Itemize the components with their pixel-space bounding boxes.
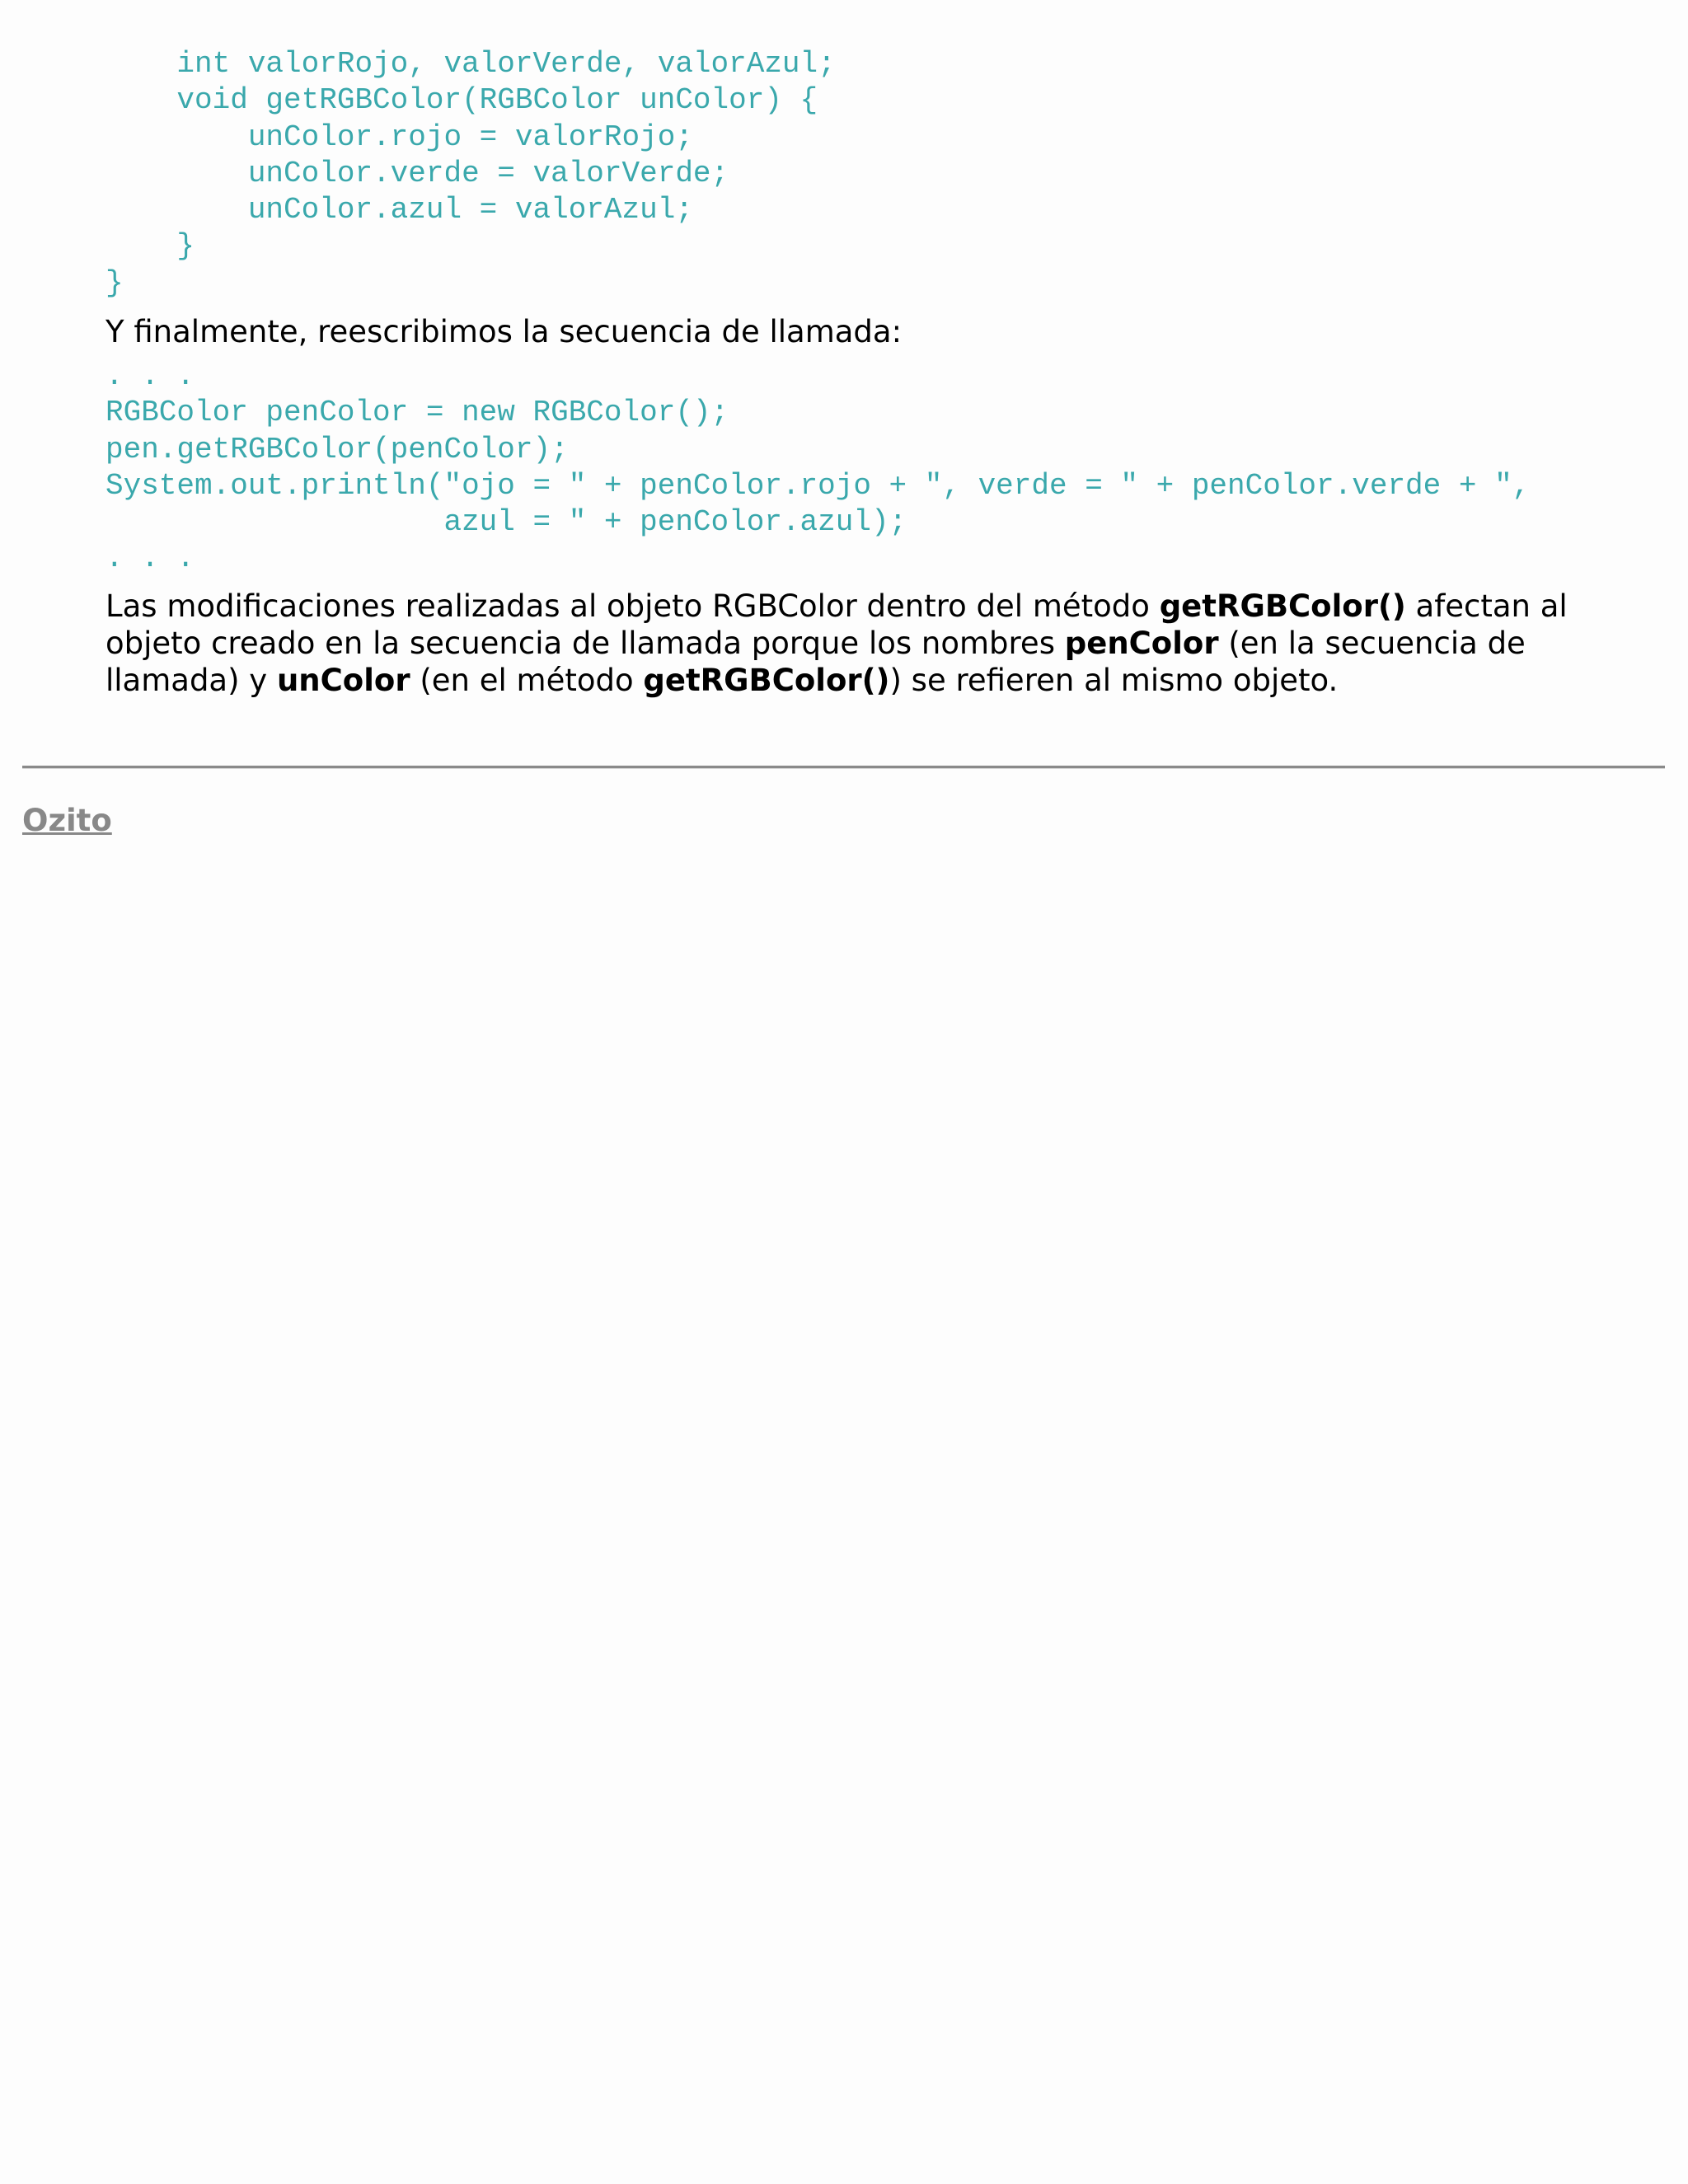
- code-line: . . .: [106, 359, 195, 393]
- code-line: azul = " + penColor.azul);: [106, 505, 907, 540]
- code-line: unColor.rojo = valorRojo;: [106, 120, 693, 154]
- code-block-calling-sequence: [106, 359, 1530, 578]
- ozito-link[interactable]: Ozito: [22, 803, 112, 838]
- paragraph-intro: Y finalmente, reescribimos la secuencia de llamada:: [106, 314, 903, 349]
- code-line: void getRGBColor(RGBColor unColor) {: [106, 83, 818, 118]
- paragraph-explanation: [106, 588, 1655, 699]
- code-line: }: [106, 265, 124, 300]
- code-line: int valorRojo, valorVerde, valorAzul;: [106, 47, 836, 81]
- code-line: pen.getRGBColor(penColor);: [106, 432, 569, 466]
- code-line: . . .: [106, 541, 195, 576]
- text-run: ) se refieren al mismo objeto.: [889, 663, 1339, 698]
- bold-method-name: getRGBColor(): [643, 663, 890, 698]
- code-block-method: [106, 46, 836, 302]
- text-run: (en la secuencia de llamada) y: [106, 626, 1526, 698]
- code-line: unColor.azul = valorAzul;: [106, 193, 693, 227]
- bold-variable-name: penColor: [1064, 626, 1219, 661]
- bold-method-name: getRGBColor(): [1159, 588, 1406, 624]
- bold-parameter-name: unColor: [276, 663, 410, 698]
- text-run: (en el método: [410, 663, 644, 698]
- code-line: }: [106, 229, 195, 264]
- horizontal-rule: [22, 766, 1665, 769]
- text-run: afectan al objeto creado en la secuencia de llamada porque los nombres: [106, 588, 1568, 661]
- text-run: Las modificaciones realizadas al objeto RGBColor dentro del método: [106, 588, 1160, 624]
- code-line: RGBColor penColor = new RGBColor();: [106, 396, 729, 430]
- code-line: unColor.verde = valorVerde;: [106, 156, 729, 190]
- code-line: System.out.println("ojo = " + penColor.rojo + ", verde = " + penColor.verde + ",: [106, 468, 1531, 503]
